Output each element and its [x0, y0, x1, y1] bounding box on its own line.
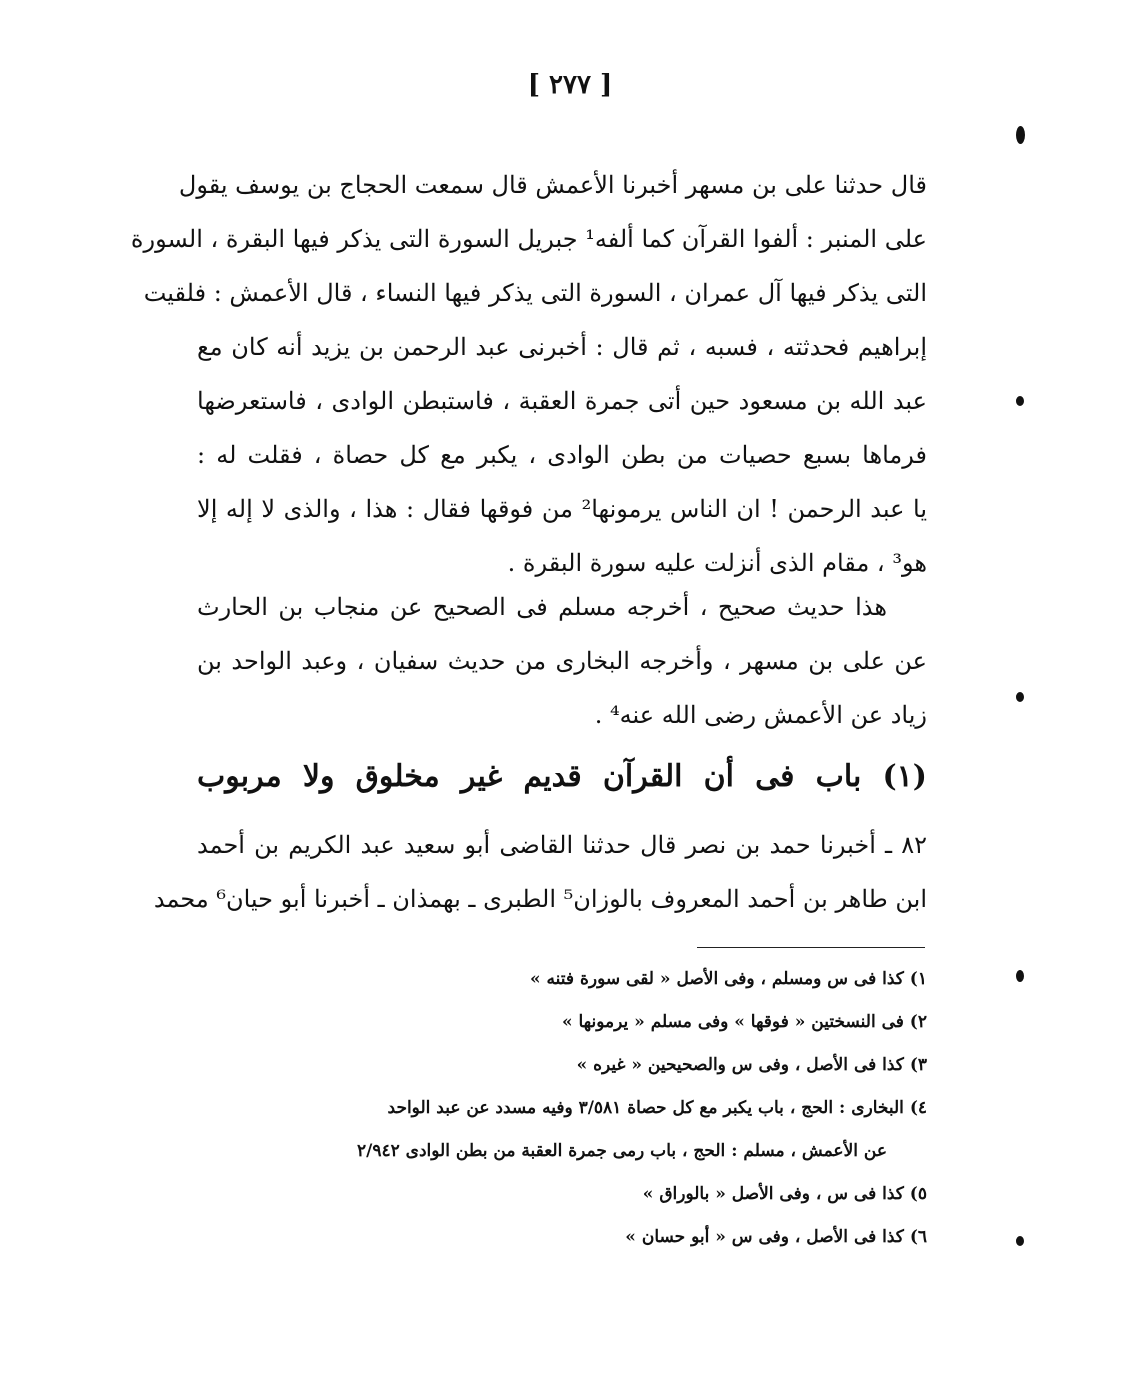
scan-speck — [1016, 1236, 1024, 1246]
text-line: على المنبر : ألفوا القرآن كما ألفه¹ جبريل السورة التى يذكر فيها البقرة ، السورة — [130, 225, 927, 253]
footnote: ٦) كذا فى الأصل ، وفى س « أبو حسان » — [625, 1227, 927, 1247]
paragraph-3 — [153, 818, 927, 926]
scan-speck — [1016, 692, 1024, 702]
text-line: هذا حديث صحيح ، أخرجه مسلم فى الصحيح عن منجاب بن الحارث — [197, 593, 887, 621]
footnote: ٣) كذا فى الأصل ، وفى س والصحيحين « غيره » — [576, 1055, 927, 1075]
scan-speck — [1016, 970, 1024, 982]
text-line: إبراهيم فحدثته ، فسبه ، ثم قال : أخبرنى عبد الرحمن بن يزيد أنه كان مع — [197, 333, 927, 361]
scan-speck — [1016, 396, 1024, 406]
text-line: ابن طاهر بن أحمد المعروف بالوزان⁵ الطبرى ـ بهمذان ـ أخبرنا أبو حيان⁶ محمد — [153, 885, 927, 913]
paragraph-2 — [197, 580, 927, 742]
footnote: ٥) كذا فى س ، وفى الأصل « بالوراق » — [642, 1184, 927, 1204]
page-number: [ ٢٧٧ ] — [527, 70, 613, 100]
scan-speck — [1016, 126, 1025, 144]
chapter-heading: (١) باب فى أن القرآن قديم غير مخلوق ولا مربوب — [197, 759, 927, 794]
text-line: فرماها بسبع حصيات من بطن الوادى ، يكبر مع كل حصاة ، فقلت له : — [197, 441, 927, 469]
text-line: التى يذكر فيها آل عمران ، السورة التى يذكر فيها النساء ، قال الأعمش : فلقيت — [143, 279, 927, 307]
paragraph-1 — [130, 158, 927, 590]
text-line: هو³ ، مقام الذى أنزلت عليه سورة البقرة . — [507, 549, 927, 577]
text-line: قال حدثنا على بن مسهر أخبرنا الأعمش قال سمعت الحجاج بن يوسف يقول — [178, 171, 927, 199]
text-line: يا عبد الرحمن ! ان الناس يرمونها² من فوقها فقال : هذا ، والذى لا إله إلا — [197, 495, 927, 523]
text-line: زياد عن الأعمش رضى الله عنه⁴ . — [594, 701, 927, 729]
footnote: ١) كذا فى س ومسلم ، وفى الأصل « لقى سورة فتنه » — [530, 969, 927, 989]
footnote: ٢) فى النسختين « فوقها » وفى مسلم « يرمونها » — [561, 1012, 927, 1032]
text-line: ٨٢ ـ أخبرنا حمد بن نصر قال حدثنا القاضى أبو سعيد عبد الكريم بن أحمد — [197, 831, 927, 859]
text-line: عن على بن مسهر ، وأخرجه البخارى من حديث سفيان ، وعبد الواحد بن — [197, 647, 927, 675]
footnote: ٤) البخارى : الحج ، باب يكبر مع كل حصاة ٣/٥٨١ وفيه مسدد عن عبد الواحد — [387, 1098, 927, 1118]
footnote-divider — [697, 947, 925, 948]
text-line: عبد الله بن مسعود حين أتى جمرة العقبة ، فاستبطن الوادى ، فاستعرضها — [197, 387, 927, 415]
footnote-continuation: عن الأعمش ، مسلم : الحج ، باب رمى جمرة العقبة من بطن الوادى ٢/٩٤٢ — [357, 1141, 887, 1161]
footnotes — [197, 958, 927, 1259]
